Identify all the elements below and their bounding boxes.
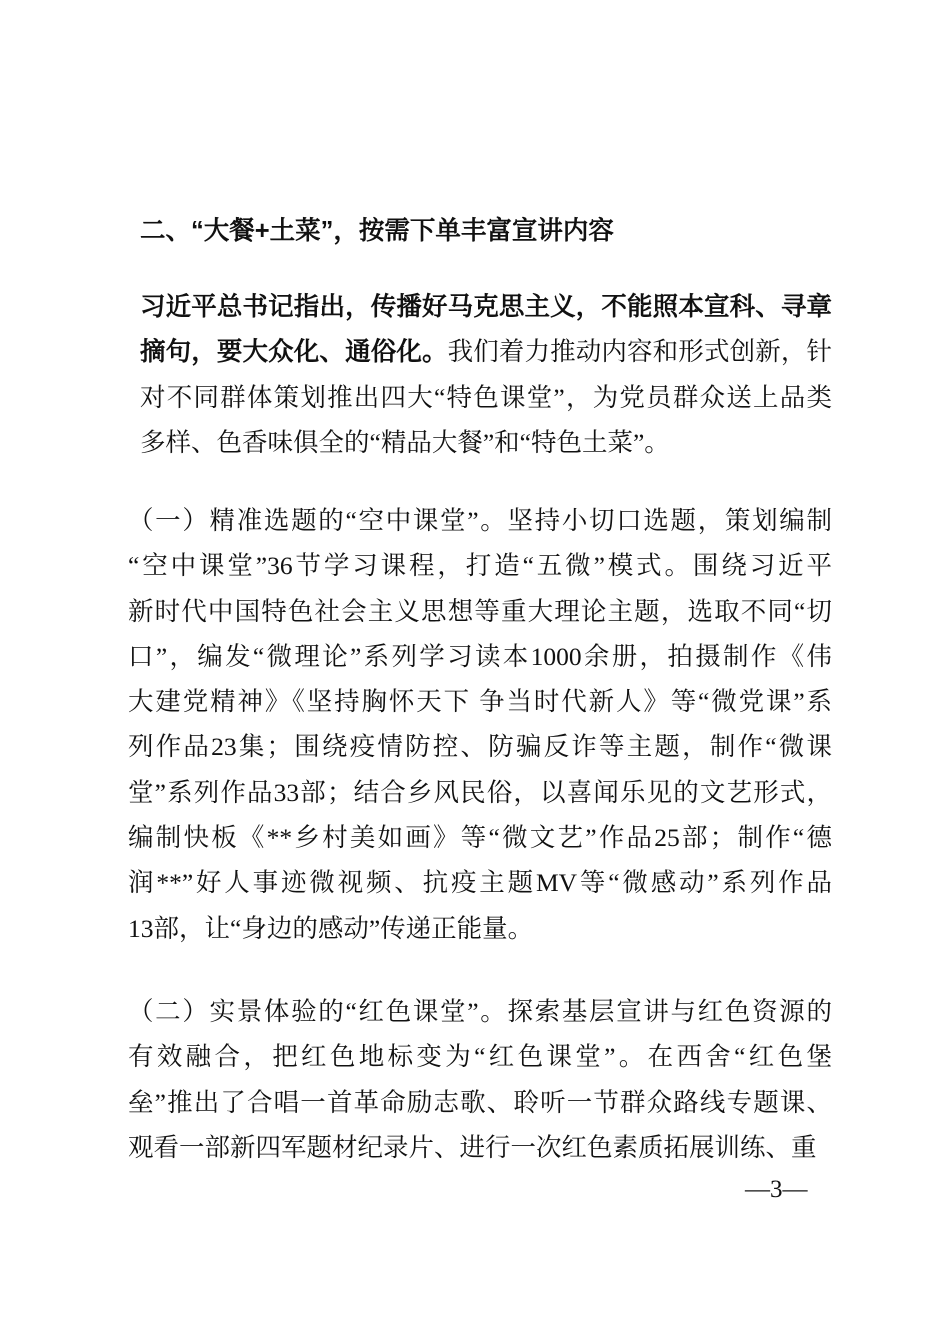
paragraph-red-classroom [128, 989, 832, 1170]
text-segment: （一）精准选题的“空中课堂”。坚持小切口选题，策划编制 [128, 506, 832, 535]
text-segment: 二、“大餐+土菜”，按需下单丰富宣讲内容 [140, 217, 614, 245]
text-line [140, 420, 832, 465]
text-segment: 摘句，要大众化、通俗化。 [140, 338, 448, 367]
text-segment: 13部，让“身边的感动”传递正能量。 [128, 913, 534, 943]
text-segment: 编制快板《**乡村美如画》等“微文艺”作品25部；制作“德 [128, 823, 832, 853]
text-segment: 我们着力推动内容和形式创新，针 [447, 337, 832, 367]
page-number: —3— [745, 1176, 808, 1203]
text-segment: （二）实景体验的“红色课堂”。探索基层宣讲与红色资源的 [128, 997, 832, 1026]
text-segment: 口”，编发“微理论”系列学习读本1000余册，拍摄制作《伟 [128, 641, 832, 671]
text-line [128, 543, 832, 588]
text-line [140, 284, 832, 329]
text-segment: 润**”好人事迹微视频、抗疫主题MV等“微感动”系列作品 [128, 868, 832, 898]
text-line [128, 770, 832, 815]
text-segment: 垒”推出了合唱一首革命励志歌、聆听一节群众路线专题课、 [128, 1087, 832, 1117]
text-line [140, 329, 832, 374]
text-line [128, 989, 832, 1034]
text-segment: 习近平总书记指出，传播好马克思主义，不能照本宣科、寻章 [140, 293, 832, 321]
text-line [128, 1125, 832, 1170]
text-segment: 观看一部新四军题材纪录片、进行一次红色素质拓展训练、重 [128, 1132, 817, 1162]
paragraph-air-classroom [128, 498, 832, 951]
section-heading [140, 208, 614, 253]
paragraph-intro [140, 284, 832, 465]
text-line [128, 1034, 832, 1079]
text-segment: “空中课堂”36节学习课程，打造“五微”模式。围绕习近平 [128, 551, 832, 581]
text-segment: 新时代中国特色社会主义思想等重大理论主题，选取不同“切 [128, 596, 832, 626]
text-segment: 堂”系列作品33部；结合乡风民俗，以喜闻乐见的文艺形式， [128, 777, 832, 807]
text-line [128, 724, 832, 769]
text-segment: 大建党精神》《坚持胸怀天下 争当时代新人》等“微党课”系 [128, 687, 832, 717]
text-line [128, 815, 832, 860]
text-line [128, 498, 832, 543]
text-segment: 有效融合，把红色地标变为“红色课堂”。在西舍“红色堡 [128, 1042, 832, 1072]
text-line [140, 208, 614, 253]
text-line [128, 906, 832, 951]
text-line [140, 375, 832, 420]
text-line [128, 1080, 832, 1125]
text-segment: 多样、色香味俱全的“精品大餐”和“特色土菜”。 [140, 427, 670, 457]
text-segment: 对不同群体策划推出四大“特色课堂”，为党员群众送上品类 [140, 382, 832, 412]
text-line [128, 634, 832, 679]
text-segment: 列作品23集；围绕疫情防控、防骗反诈等主题，制作“微课 [128, 732, 832, 762]
text-line [128, 860, 832, 905]
text-line [128, 679, 832, 724]
text-line [128, 589, 832, 634]
